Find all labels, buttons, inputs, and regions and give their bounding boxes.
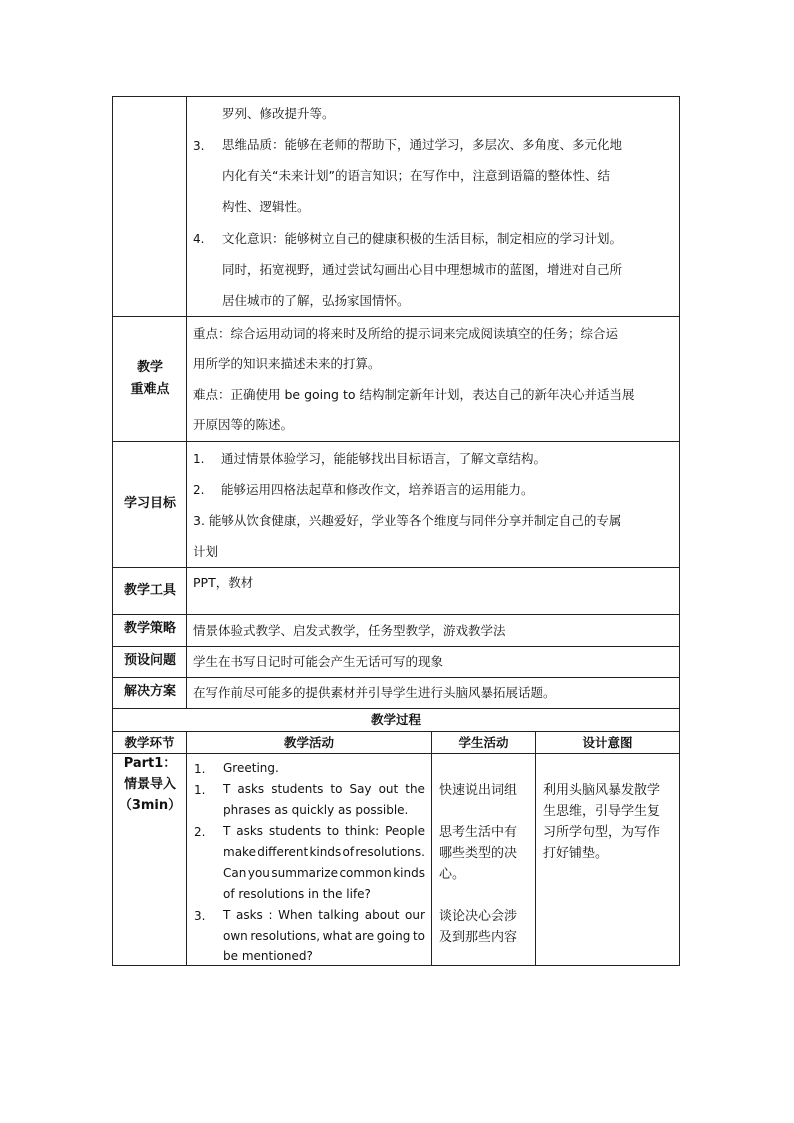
activity-word: are <box>354 929 375 943</box>
objective-line: 构性、逻辑性。 <box>222 199 310 214</box>
activity-word: kinds <box>309 845 342 859</box>
activity-word: out <box>378 782 399 796</box>
row-label: 教学策略 <box>123 621 176 636</box>
row-value: PPT，教材 <box>193 575 254 590</box>
goal-line: 计划 <box>193 544 219 559</box>
goal-line: 3. 能够从饮食健康，兴趣爱好，学业等各个维度与同伴分享并制定自己的专属 <box>193 513 622 528</box>
list-number: 1. <box>193 452 205 466</box>
design-intent-line: 打好铺垫。 <box>543 846 609 861</box>
activity-word: resolutions, <box>250 929 321 943</box>
row-value: 在写作前尽可能多的提供素材并引导学生进行头脑风暴拓展话题。 <box>193 685 556 700</box>
activity-word: different <box>257 845 309 859</box>
student-activity-line: 快速说出词组 <box>439 783 518 798</box>
part-label: 情景导入 <box>123 777 176 792</box>
activity-word: resolutions. <box>355 845 425 859</box>
activity-line: Greeting. <box>223 761 279 775</box>
activity-line: of resolutions in the life? <box>223 887 371 901</box>
row-divider <box>113 316 679 317</box>
activity-line <box>223 779 425 800</box>
student-activity-line: 谈论决心会涉 <box>439 909 518 924</box>
column-header: 学生活动 <box>458 735 509 750</box>
key-point-line: 重点：综合运用动词的将来时及所给的提示词来完成阅读填空的任务；综合运 <box>193 326 619 341</box>
activity-word: Can <box>223 866 247 880</box>
activity-line: be mentioned? <box>223 949 313 963</box>
activity-word: make <box>223 845 256 859</box>
activity-word: talking <box>318 908 360 922</box>
objective-line: 罗列、修改提升等。 <box>222 106 335 121</box>
section-title: 教学过程 <box>370 712 421 727</box>
key-point-line: 开原因等的陈述。 <box>193 417 294 432</box>
col-divider <box>535 731 536 965</box>
activity-word: our <box>405 908 425 922</box>
column-header: 教学活动 <box>283 735 334 750</box>
student-activity-line: 哪些类型的决 <box>439 846 518 861</box>
activity-word: common <box>339 866 392 880</box>
objective-line: 思维品质：能够在老师的帮助下，通过学习，多层次、多角度、多元化地 <box>222 137 623 152</box>
row-divider <box>113 731 679 732</box>
activity-word: When <box>278 908 313 922</box>
list-number: 2. <box>194 825 206 839</box>
activity-word: you <box>247 866 270 880</box>
activity-word: about <box>364 908 400 922</box>
row-label: 教学工具 <box>123 583 176 598</box>
activity-line <box>223 821 425 842</box>
objective-line: 同时，拓宽视野，通过尝试勾画出心目中理想城市的蓝图，增进对自己所 <box>222 262 623 277</box>
list-number: 2. <box>193 483 205 497</box>
activity-word: T <box>223 908 231 922</box>
row-divider <box>113 441 679 442</box>
activity-word: summarize <box>271 866 338 880</box>
column-header: 设计意图 <box>582 735 633 750</box>
lesson-plan-table <box>112 96 680 966</box>
objective-line: 居住城市的了解，弘扬家国情怀。 <box>222 293 410 308</box>
activity-word: think: <box>344 824 380 838</box>
row-label: 教学 <box>136 360 163 375</box>
row-value: 情景体验式教学、启发式教学，任务型教学，游戏教学法 <box>193 623 506 638</box>
activity-word: students <box>271 782 324 796</box>
column-header: 教学环节 <box>124 735 175 750</box>
col-divider <box>431 731 432 965</box>
activity-line: phrases as quickly as possible. <box>223 803 409 817</box>
activity-line <box>223 842 425 863</box>
activity-word: own <box>223 929 248 943</box>
activity-word: what <box>322 929 353 943</box>
student-activity-line: 心。 <box>439 867 466 882</box>
design-intent-line: 习所学句型，为写作 <box>543 825 661 840</box>
activity-word: : <box>268 908 273 922</box>
activity-word: kinds <box>393 866 425 880</box>
activity-line <box>223 863 425 884</box>
activity-word: to <box>412 929 425 943</box>
activity-word: to <box>327 824 340 838</box>
row-divider <box>113 708 679 709</box>
activity-word: T <box>223 824 231 838</box>
list-number: 1. <box>194 762 206 776</box>
list-number: 1. <box>194 783 206 797</box>
activity-word: Say <box>349 782 372 796</box>
activity-word: People <box>385 824 425 838</box>
key-point-line: 用所学的知识来描述未来的打算。 <box>193 356 381 371</box>
list-number: 3. <box>193 139 205 153</box>
key-point-line: 难点：正确使用 be going to 结构制定新年计划，表达自己的新年决心并适当展 <box>193 387 635 402</box>
design-intent-line: 生思维，引导学生复 <box>543 804 661 819</box>
row-label: 解决方案 <box>123 684 176 699</box>
row-label: 重难点 <box>130 382 170 397</box>
activity-word: asks <box>236 824 264 838</box>
activity-word: to <box>330 782 343 796</box>
part-label: Part1： <box>123 756 177 771</box>
activity-line <box>223 926 425 947</box>
goal-line: 能够运用四格法起草和修改作文，培养语言的运用能力。 <box>221 482 534 497</box>
row-value: 学生在书写日记时可能会产生无话可写的现象 <box>193 654 444 669</box>
student-activity-line: 思考生活中有 <box>439 825 518 840</box>
activity-word: T <box>223 782 231 796</box>
objective-line: 内化有关“未来计划”的语言知识；在写作中，注意到语篇的整体性、结 <box>222 168 610 183</box>
activity-word: the <box>405 782 425 796</box>
activity-word: of <box>342 845 355 859</box>
design-intent-line: 利用头脑风暴发散学 <box>543 783 661 798</box>
list-number: 3. <box>194 909 206 923</box>
student-activity-line: 及到那些内容 <box>439 930 518 945</box>
activity-word: going <box>376 929 411 943</box>
activity-word: students <box>268 824 322 838</box>
activity-word: asks <box>235 908 263 922</box>
activity-word: asks <box>237 782 265 796</box>
goal-line: 通过情景体验学习，能能够找出目标语言，了解文章结构。 <box>221 451 547 466</box>
row-divider <box>113 753 679 754</box>
list-number: 4. <box>193 232 205 246</box>
activity-line <box>223 905 425 926</box>
col-divider <box>186 97 187 708</box>
row-label: 预设问题 <box>123 653 176 668</box>
row-label: 学习目标 <box>123 496 176 511</box>
part-label: （3min） <box>118 798 182 813</box>
objective-line: 文化意识：能够树立自己的健康积极的生活目标，制定相应的学习计划。 <box>222 231 623 246</box>
